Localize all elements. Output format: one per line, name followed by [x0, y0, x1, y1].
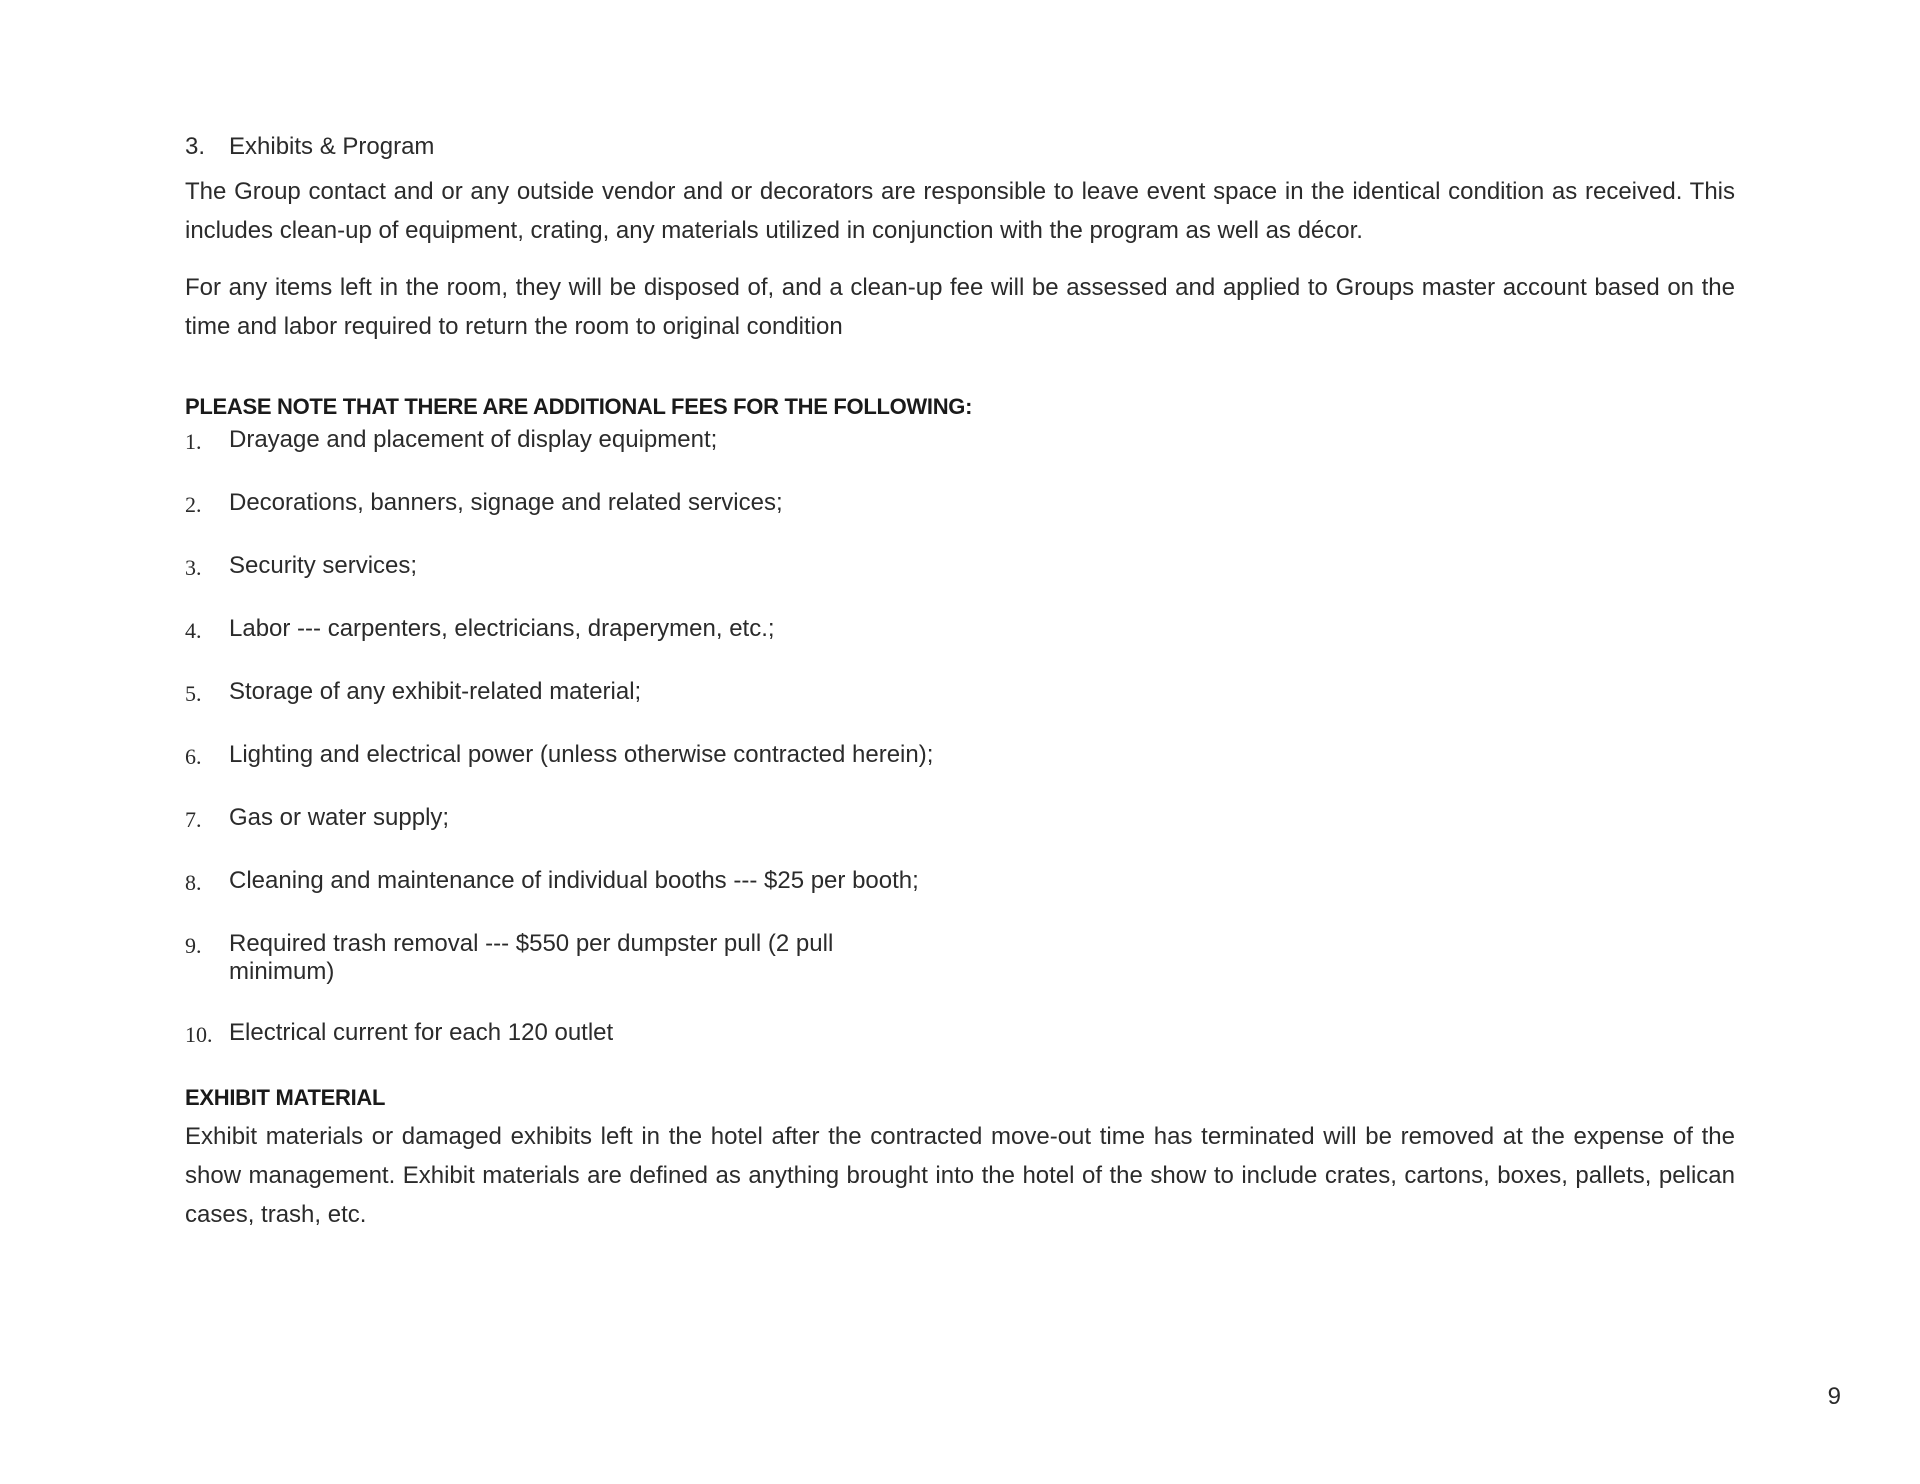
- fees-notice-heading: PLEASE NOTE THAT THERE ARE ADDITIONAL FEES FOR THE FOLLOWING:: [185, 394, 973, 419]
- list-item: [185, 552, 945, 582]
- list-item-number: 1.: [185, 429, 202, 454]
- list-item: [185, 678, 945, 708]
- list-item-number: 5.: [185, 681, 202, 706]
- page-content: [185, 130, 1735, 1252]
- paragraph-items-left: For any items left in the room, they will be disposed of, and a clean-up fee will be assessed and applied to Groups master account based on the time and labor required to return the room to original condition: [185, 274, 1735, 340]
- exhibit-material-paragraph: Exhibit materials or damaged exhibits left in the hotel after the contracted move-out time has terminated will be removed at the expense of the show management. Exhibit materials are defined as anything brought into the hotel of the show to include crates, cartons, boxes, pallets, pelican cases, trash, etc.: [185, 1123, 1735, 1228]
- list-item-text: Security services;: [229, 552, 418, 579]
- list-item-number: 6.: [185, 744, 202, 769]
- list-item: [185, 426, 945, 456]
- section-heading: [185, 130, 1735, 164]
- list-item: [185, 741, 945, 771]
- list-item-text: Drayage and placement of display equipment;: [229, 426, 718, 453]
- list-item-text: Lighting and electrical power (unless otherwise contracted herein);: [229, 741, 934, 768]
- list-item-text: Decorations, banners, signage and related services;: [229, 489, 783, 516]
- list-item-text: Electrical current for each 120 outlet: [229, 1019, 614, 1046]
- list-item-text: Labor --- carpenters, electricians, draperymen, etc.;: [229, 615, 775, 642]
- page-number: 9: [1827, 1383, 1841, 1410]
- list-item-number: 3.: [185, 555, 202, 580]
- list-item: [185, 1019, 945, 1049]
- list-item: [185, 489, 945, 519]
- list-item-number: 9.: [185, 933, 202, 958]
- list-item-text: Gas or water supply;: [229, 804, 450, 831]
- paragraph-cleanup-responsibility: The Group contact and or any outside vendor and or decorators are responsible to leave event space in the identical condition as received. This includes clean-up of equipment, crating, any materials utilized in conjunction with the program as well as décor.: [185, 178, 1735, 244]
- list-item-number: 10.: [185, 1022, 213, 1047]
- list-item-text: Cleaning and maintenance of individual booths --- $25 per booth;: [229, 867, 919, 894]
- exhibit-material-heading: EXHIBIT MATERIAL: [185, 1085, 386, 1110]
- list-item-number: 7.: [185, 807, 202, 832]
- list-item-number: 4.: [185, 618, 202, 643]
- fees-list: [185, 426, 945, 1049]
- list-item: [185, 615, 945, 645]
- list-item-number: 2.: [185, 492, 202, 517]
- list-item: [185, 867, 945, 897]
- list-item-text: Storage of any exhibit-related material;: [229, 678, 642, 705]
- section-number: 3.: [185, 133, 206, 160]
- section-title: Exhibits & Program: [229, 133, 435, 160]
- list-item: [185, 930, 945, 986]
- list-item-number: 8.: [185, 870, 202, 895]
- list-item: [185, 804, 945, 834]
- list-item-text: Required trash removal --- $550 per dumpster pull (2 pull minimum): [229, 930, 834, 985]
